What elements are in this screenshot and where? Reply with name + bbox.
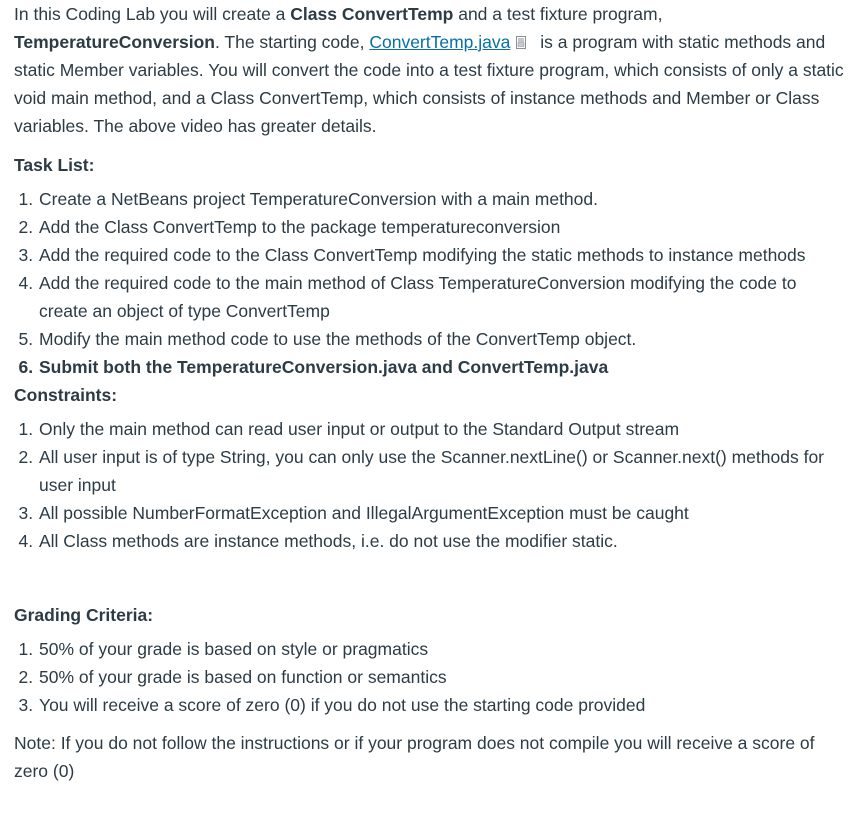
file-preview-icon[interactable]: [515, 29, 527, 42]
task-item: 4. Add the required code to the main method of Class TemperatureConversion modifying the code to create an object of type ConvertTemp: [38, 269, 846, 325]
task-item-submit: 6. Submit both the TemperatureConversion.java and ConvertTemp.java: [38, 353, 846, 381]
grading-criteria-list: [14, 635, 846, 719]
grading-criteria-heading: Grading Criteria:: [14, 605, 154, 625]
intro-text-4: is a program with static methods and static Member variables. You will convert the code into a test fixture program, which consists of only a static void main method, and a Class ConvertTemp, which consists of instance methods and Member or Class variables. The above video has greater details.: [14, 32, 844, 136]
intro-bold-program: TemperatureConversion: [14, 32, 215, 52]
task-list: [14, 185, 846, 381]
task-item: 5. Modify the main method code to use the methods of the ConvertTemp object.: [38, 325, 846, 353]
constraint-item: 4. All Class methods are instance methods, i.e. do not use the modifier static.: [38, 527, 846, 555]
task-item: 2. Add the Class ConvertTemp to the package temperatureconversion: [38, 213, 846, 241]
constraint-item: 2. All user input is of type String, you can only use the Scanner.nextLine() or Scanner.next() methods for user input: [38, 443, 846, 499]
task-list-heading: Task List:: [14, 155, 95, 175]
constraints-list: [14, 415, 846, 555]
intro-text-3: . The starting code,: [214, 32, 370, 52]
intro-text-2: and a test fixture program,: [453, 4, 663, 24]
constraint-item: 1. Only the main method can read user input or output to the Standard Output stream: [38, 415, 846, 443]
task-item: 3. Add the required code to the Class ConvertTemp modifying the static methods to instance methods: [38, 241, 846, 269]
grading-item: 2. 50% of your grade is based on function or semantics: [38, 663, 846, 691]
constraint-item: 3. All possible NumberFormatException and IllegalArgumentException must be caught: [38, 499, 846, 527]
task-item: 1. Create a NetBeans project TemperatureConversion with a main method.: [38, 185, 846, 213]
intro-paragraph: [14, 0, 846, 140]
grading-item: 3. You will receive a score of zero (0) if you do not use the starting code provided: [38, 691, 846, 719]
starting-code-link[interactable]: ConvertTemp.java: [369, 32, 511, 52]
constraints-heading: Constraints:: [14, 385, 118, 405]
intro-text-1: In this Coding Lab you will create a: [14, 4, 291, 24]
grading-item: 1. 50% of your grade is based on style or pragmatics: [38, 635, 846, 663]
intro-bold-class: Class ConvertTemp: [290, 4, 454, 24]
note-paragraph: Note: If you do not follow the instructions or if your program does not compile you will receive a score of zero (0): [14, 733, 815, 781]
